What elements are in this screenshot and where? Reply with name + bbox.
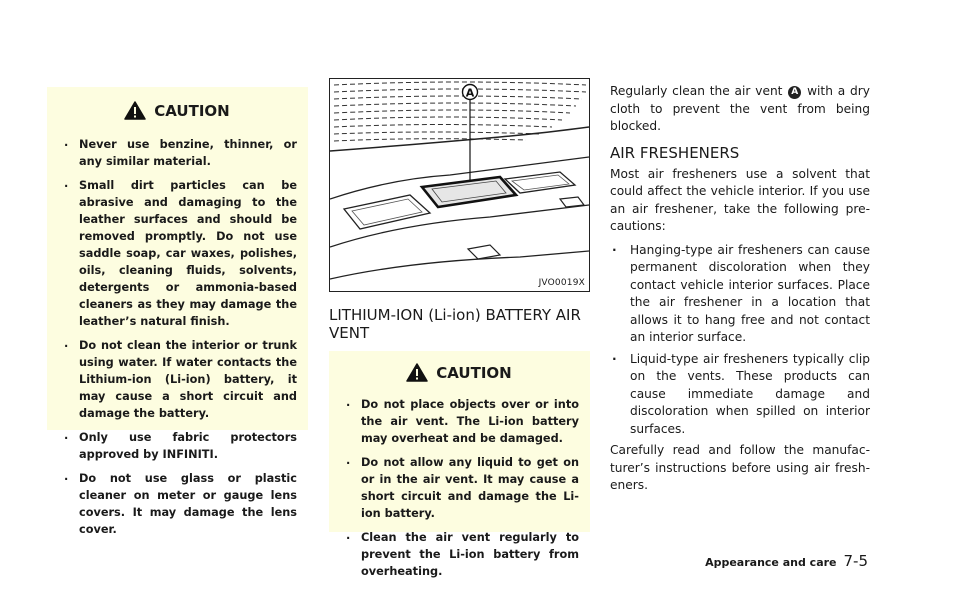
section-title-battery-vent: LITHIUM-ION (Li-ion) BATTERY AIR VENT: [329, 306, 581, 342]
page-number: 7-5: [843, 552, 868, 570]
rear-shelf-drawing: [330, 79, 589, 291]
right-column: [610, 83, 870, 501]
caution-item: . Clean the air vent regularly to prevent the Li-ion battery from overheating.: [339, 529, 579, 580]
warning-icon: [406, 363, 428, 382]
caution-box-left: [47, 87, 308, 536]
caution-box-battery: [329, 351, 590, 578]
callout-a-marker: A: [788, 86, 801, 99]
vent-illustration: [329, 78, 590, 292]
list-item: . Liquid-type air fresheners typically clip on the vents. These products can cause immediate damage and discoloration when spilled on interior surfaces.: [610, 351, 870, 439]
caution-item: . Only use fabric protectors approved by INFINITI.: [57, 429, 297, 463]
caution-header: [57, 101, 297, 120]
vent-cleaning-text-end: with a dry cloth to prevent the vent from being blocked.: [610, 84, 870, 133]
caution-item: . Do not clean the interior or trunk using water. If water contacts the Lithium-ion (Li-ion) battery, it may cause a short circuit and damage the battery.: [57, 337, 297, 422]
caution-title: CAUTION: [154, 101, 230, 120]
caution-item: . Do not use glass or plastic cleaner on meter or gauge lens covers. It may damage the lens cover.: [57, 470, 297, 538]
caution-item: . Small dirt particles can be abrasive and damaging to the leather surfaces and should be removed promptly. Do not use saddle soap, car waxes, polishes, oils, cleaning fluids, solvents, detergents or ammonia-based cleaners as they may damage the leather’s natural finish.: [57, 177, 297, 330]
caution-list: [57, 136, 297, 538]
caution-title: CAUTION: [436, 363, 512, 382]
page-footer: [705, 552, 868, 570]
caution-header: [339, 363, 579, 382]
air-freshener-intro: Most air fresheners use a solvent that could affect the vehicle interior. If you use an air freshener, take the following pre-cautions:: [610, 166, 870, 233]
air-freshener-closing: Carefully read and follow the manufac-turer’s instructions before using air fresh-eners.: [610, 443, 870, 492]
section-title-air-fresheners: AIR FRESHENERS: [610, 143, 740, 162]
vent-cleaning-text-start: Regularly clean the air vent: [610, 84, 783, 98]
warning-icon: [124, 101, 146, 120]
air-freshener-list: [610, 242, 870, 439]
caution-item: . Do not allow any liquid to get on or in the air vent. It may cause a short circuit and damage the Li-ion battery.: [339, 454, 579, 522]
caution-list: [339, 396, 579, 580]
figure-callout-label: A: [465, 86, 475, 100]
figure-code: JVO0019X: [538, 278, 585, 288]
caution-item: . Do not place objects over or into the air vent. The Li-ion battery may overheat and be damaged.: [339, 396, 579, 447]
footer-section-name: Appearance and care: [705, 556, 837, 569]
caution-item: . Never use benzine, thinner, or any similar material.: [57, 136, 297, 170]
vent-cleaning-paragraph: [610, 83, 870, 136]
list-item: . Hanging-type air fresheners can cause permanent discoloration when they contact vehicle interior surfaces. Place the air freshener in a location that allows it to hang free and not contact an interior surface.: [610, 242, 870, 347]
